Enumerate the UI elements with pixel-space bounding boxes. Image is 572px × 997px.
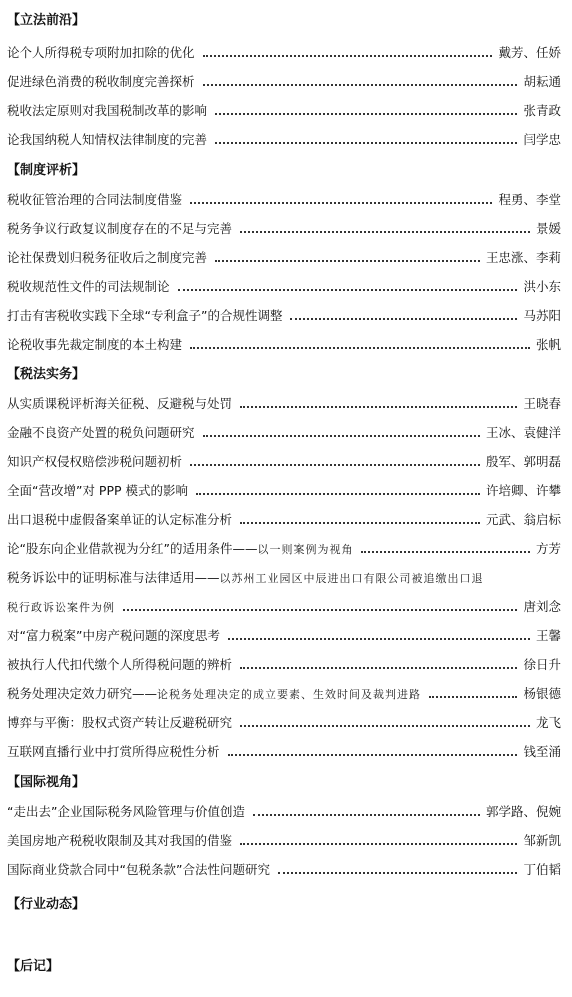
toc-entry[interactable] [7,186,561,208]
dot-leader [190,347,530,349]
entry-title: 知识产权侵权赔偿涉税问题初析 [7,454,183,469]
entry-author: 王晓春 [523,396,561,411]
dot-leader [215,113,517,115]
dot-leader [240,406,517,408]
dot-leader [240,843,517,845]
toc-entry[interactable] [7,680,561,702]
entry-author: 殷军、郭明磊 [485,454,561,469]
toc-entry[interactable] [7,477,561,499]
toc-entry-continuation[interactable] [7,593,561,615]
dot-leader [203,55,493,57]
entry-author: 张帆 [535,337,561,352]
entry-author: 邹新凯 [523,833,561,848]
dot-leader [228,638,530,640]
dot-leader [123,609,517,611]
dot-leader [215,142,517,144]
entry-author: 丁伯韬 [523,862,561,877]
entry-author: 王冰、袁健洋 [485,425,561,440]
toc-entry[interactable] [7,97,561,119]
entry-subtitle: 以一则案例为视角 [257,543,354,556]
entry-author: 程勇、李堂 [498,192,561,207]
toc-entry[interactable] [7,827,561,849]
entry-title: 互联网直播行业中打赏所得应税性分析 [7,744,220,759]
dot-leader [178,289,518,291]
toc-entry[interactable] [7,215,561,237]
entry-title: 论社保费划归税务征收后之制度完善 [7,250,208,265]
dot-leader [278,872,518,874]
entry-title: 税务争议行政复议制度存在的不足与完善 [7,221,233,236]
entry-title: 打击有害税收实践下全球“专利盒子”的合规性调整 [7,308,283,323]
section-heading: 【立法前沿】 [7,13,86,28]
dot-leader [429,696,517,698]
toc-entry[interactable] [7,506,561,528]
entry-title: 论个人所得税专项附加扣除的优化 [7,45,195,60]
entry-title: 从实质课税评析海关征税、反避税与处罚 [7,396,233,411]
entry-title: 税务处理决定效力研究—— [7,686,158,701]
toc-entry[interactable] [7,622,561,644]
entry-title: 博弈与平衡：股权式资产转让反避税研究 [7,715,233,730]
toc-entry[interactable] [7,302,561,324]
toc-entry[interactable] [7,856,561,878]
toc-entry[interactable] [7,390,561,412]
entry-author: 杨银德 [523,686,561,701]
toc-entry[interactable] [7,535,561,557]
entry-author: 许培卿、许攀 [485,483,561,498]
entry-title: 税收规范性文件的司法规制论 [7,279,170,294]
toc-entry[interactable] [7,798,561,820]
entry-title: 国际商业贷款合同中“包税条款”合法性问题研究 [7,862,270,877]
toc-entry[interactable] [7,273,561,295]
entry-author: 张青政 [523,103,561,118]
entry-subtitle: 论税务处理决定的成立要素、生效时间及裁判进路 [157,688,422,701]
entry-author: 闫学忠 [523,132,561,147]
toc-entry[interactable] [7,564,561,586]
entry-subtitle: 以苏州工业园区中辰进出口有限公司被追缴出口退 [219,572,484,585]
toc-entry[interactable] [7,419,561,441]
entry-author: 王忠涨、李莉 [485,250,561,265]
dot-leader [203,435,480,437]
dot-leader [190,202,492,204]
toc-entry[interactable] [7,651,561,673]
toc-entry[interactable] [7,39,561,61]
entry-author: 马苏阳 [523,308,561,323]
entry-author: 钱至涌 [523,744,561,759]
entry-author: 郭学路、倪婉 [485,804,561,819]
toc-entry[interactable] [7,448,561,470]
toc-entry[interactable] [7,126,561,148]
entry-author: 方芳 [535,541,561,556]
section-heading: 【税法实务】 [7,367,86,382]
entry-title: 税收法定原则对我国税制改革的影响 [7,103,208,118]
dot-leader [228,754,518,756]
entry-title: 论“股东向企业借款视为分红”的适用条件—— [7,541,258,556]
toc-entry[interactable] [7,709,561,731]
dot-leader [203,84,518,86]
section-heading: 【行业动态】 [7,897,86,912]
entry-title: 对“富力税案”中房产税问题的深度思考 [7,628,220,643]
entry-subtitle-continued: 税行政诉讼案件为例 [7,601,115,614]
section-heading: 【制度评析】 [7,163,86,178]
dot-leader [361,551,530,553]
dot-leader [240,231,530,233]
entry-author: 唐刘念 [523,599,561,614]
entry-title: 税收征管治理的合同法制度借鉴 [7,192,183,207]
toc-entry[interactable] [7,68,561,90]
entry-author: 胡耘通 [523,74,561,89]
entry-title: 被执行人代扣代缴个人所得税问题的辨析 [7,657,233,672]
entry-title: “走出去”企业国际税务风险管理与价值创造 [7,804,245,819]
entry-title: 金融不良资产处置的税负问题研究 [7,425,195,440]
toc-entry[interactable] [7,244,561,266]
entry-author: 洪小东 [523,279,561,294]
dot-leader [240,667,517,669]
dot-leader [196,493,480,495]
entry-title: 全面“营改增”对 PPP 模式的影响 [7,483,189,498]
toc-entry[interactable] [7,738,561,760]
entry-author: 徐日升 [523,657,561,672]
entry-title: 论我国纳税人知情权法律制度的完善 [7,132,208,147]
entry-title: 税务诉讼中的证明标准与法律适用—— [7,570,220,585]
entry-title: 论税收事先裁定制度的本土构建 [7,337,183,352]
dot-leader [240,522,480,524]
dot-leader [190,464,480,466]
entry-author: 景媛 [535,221,561,236]
dot-leader [253,814,480,816]
entry-author: 王馨 [535,628,561,643]
entry-author: 戴芳、任娇 [498,45,561,60]
entry-author: 龙飞 [535,715,561,730]
section-heading: 【后记】 [7,959,60,974]
toc-entry[interactable] [7,331,561,353]
dot-leader [290,318,517,320]
dot-leader [215,260,480,262]
entry-title: 美国房地产税税收限制及其对我国的借鉴 [7,833,233,848]
section-heading: 【国际视角】 [7,775,86,790]
dot-leader [240,725,530,727]
entry-title: 促进绿色消费的税收制度完善探析 [7,74,195,89]
entry-title: 出口退税中虚假备案单证的认定标准分析 [7,512,233,527]
entry-author: 元武、翁启标 [485,512,561,527]
